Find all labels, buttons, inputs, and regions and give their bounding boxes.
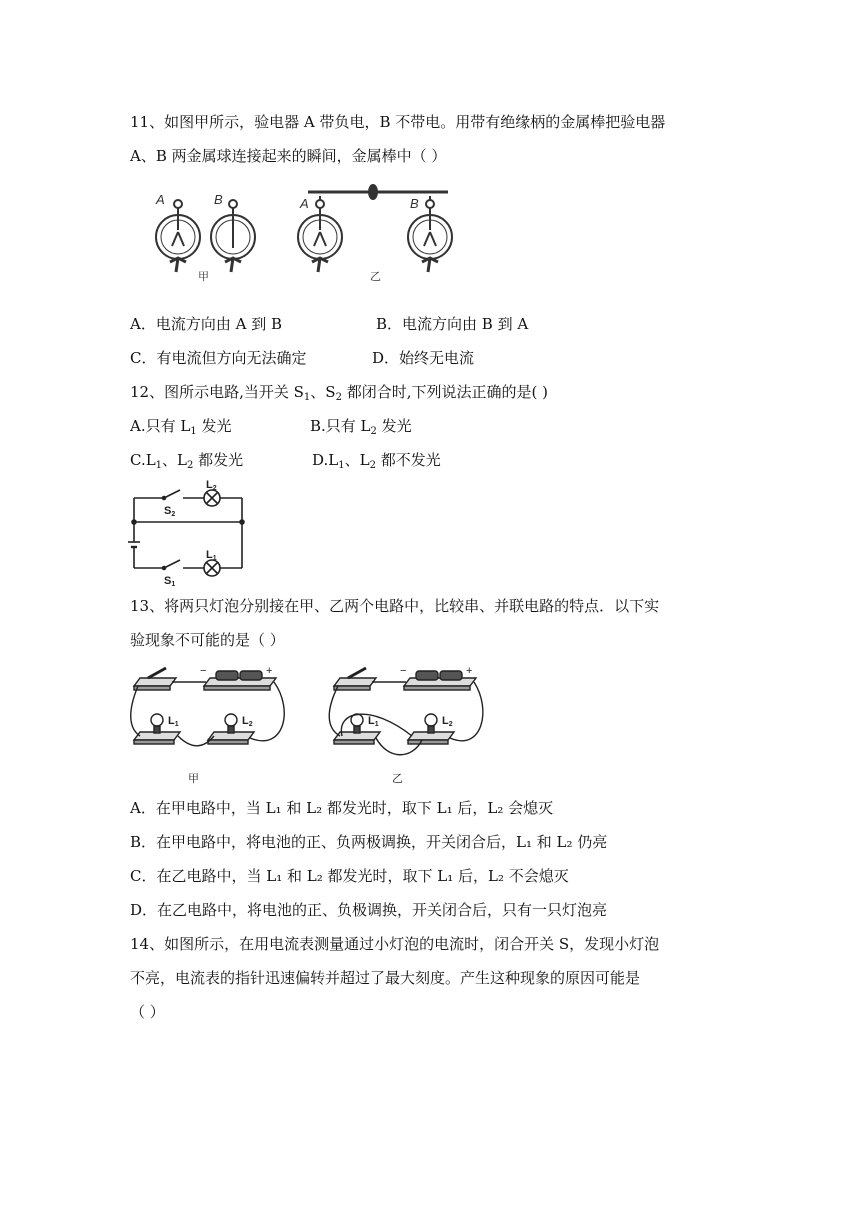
q12-option-c (130, 450, 243, 470)
fig-l2-sub: 2 (212, 485, 217, 492)
q13-stem-line2: 验现象不可能的是（ ） (130, 631, 285, 649)
q13-option-a: A．在甲电路中，当 L₁ 和 L₂ 都发光时，取下 L₁ 后，L₂ 会熄灭 (130, 799, 554, 817)
q11-stem-line1: 11、如图甲所示，验电器 A 带负电，B 不带电。用带有绝缘柄的金属棒把验电器 (130, 113, 666, 131)
bulb-circuits-figure (126, 660, 486, 790)
q11-option-d: D．始终无电流 (372, 349, 475, 367)
q12-stem-c: 都闭合时,下列说法正确的是( ) (341, 383, 548, 401)
q12-stem-a: 12、图所示电路,当开关 S (130, 383, 304, 401)
q12-d-mid: 、L (344, 451, 370, 469)
svg-text:S1 (164, 575, 175, 586)
q12-stem (130, 382, 548, 402)
fig-minus-yi: − (400, 665, 407, 677)
q12-d-sub1: 1 (338, 460, 345, 471)
q12-a-pre: A.只有 L (130, 417, 191, 435)
q12-c-mid: 、L (162, 451, 188, 469)
q11-option-b: B．电流方向由 B 到 A (376, 315, 529, 333)
q14-stem-line3: （ ） (130, 1003, 165, 1021)
fig-l1-yi-sub: 1 (374, 721, 379, 728)
fig-caption-jia: 甲 (198, 271, 209, 282)
q13-option-d: D．在乙电路中，将电池的正、负极调换，开关闭合后，只有一只灯泡亮 (130, 901, 608, 919)
fig-l2: L (206, 479, 213, 491)
q12-a-sub: 1 (190, 426, 197, 437)
q11-stem-line2: A、B 两金属球连接起来的瞬间，金属棒中（ ） (130, 147, 447, 165)
circuit-diagram-q12 (126, 478, 252, 586)
svg-text:L2 (442, 715, 453, 728)
q12-d-sub2: 2 (369, 460, 376, 471)
q12-option-d (312, 450, 441, 470)
fig-l1-sub: 1 (212, 555, 217, 562)
q13-stem-line1: 13、将两只灯泡分别接在甲、乙两个电路中，比较串、并联电路的特点．以下实 (130, 597, 660, 615)
fig-label-a: A (156, 192, 165, 207)
svg-text:L2 (206, 479, 217, 492)
q11-option-a: A．电流方向由 A 到 B (130, 315, 282, 333)
fig-caption-yi-q13: 乙 (392, 773, 403, 785)
q12-c-sub2: 2 (187, 460, 194, 471)
q12-d-pre: D.L (312, 451, 339, 469)
svg-text:L1 (168, 715, 179, 728)
q13-option-c: C．在乙电路中，当 L₁ 和 L₂ 都发光时，取下 L₁ 后，L₂ 不会熄灭 (130, 867, 569, 885)
fig-plus-yi: + (466, 665, 473, 677)
svg-text:S2 (164, 505, 175, 518)
fig-s1: S (164, 575, 172, 586)
fig-l2-jia-sub: 2 (248, 721, 253, 728)
fig-s1-sub: 1 (171, 581, 176, 586)
q12-option-b (310, 416, 412, 436)
fig-label-a-yi: A (300, 196, 309, 211)
q14-stem-line1: 14、如图所示，在用电流表测量通过小灯泡的电流时，闭合开关 S，发现小灯泡 (130, 935, 660, 953)
fig-l2-yi: L (442, 715, 449, 727)
fig-l1-jia: L (168, 715, 175, 727)
fig-caption-yi: 乙 (370, 271, 381, 282)
fig-l2-jia: L (242, 715, 249, 727)
q14-stem-line2: 不亮，电流表的指针迅速偏转并超过了最大刻度。产生这种现象的原因可能是 (130, 969, 641, 987)
fig-l2-yi-sub: 2 (448, 721, 453, 728)
q12-c-post: 都发光 (193, 451, 244, 469)
q12-b-pre: B.只有 L (310, 417, 371, 435)
q12-b-sub: 2 (370, 426, 377, 437)
fig-l1: L (206, 549, 213, 561)
q13-option-b: B．在甲电路中，将电池的正、负两极调换，开关闭合后，L₁ 和 L₂ 仍亮 (130, 833, 608, 851)
fig-caption-jia-q13: 甲 (188, 773, 199, 785)
svg-text:L1 (206, 549, 217, 562)
svg-text:L2 (242, 715, 253, 728)
electroscope-figure (148, 182, 468, 282)
q12-c-sub1: 1 (155, 460, 163, 471)
q12-sub1: 1 (303, 392, 311, 403)
fig-plus-jia: + (266, 665, 273, 677)
q12-sub2: 2 (335, 392, 342, 403)
q12-b-post: 发光 (376, 417, 412, 435)
fig-label-b: B (214, 192, 223, 207)
q12-option-a (130, 416, 232, 436)
q12-stem-b: 、S (310, 383, 336, 401)
fig-l1-jia-sub: 1 (174, 721, 179, 728)
fig-s2-sub: 2 (171, 511, 176, 518)
q12-a-post: 发光 (196, 417, 232, 435)
fig-l1-yi: L (368, 715, 375, 727)
fig-minus-jia: − (200, 665, 207, 677)
fig-s2: S (164, 505, 172, 517)
q12-c-pre: C.L (130, 451, 156, 469)
fig-label-b-yi: B (410, 196, 419, 211)
q11-option-c: C．有电流但方向无法确定 (130, 349, 307, 367)
q12-d-post: 都不发光 (375, 451, 441, 469)
